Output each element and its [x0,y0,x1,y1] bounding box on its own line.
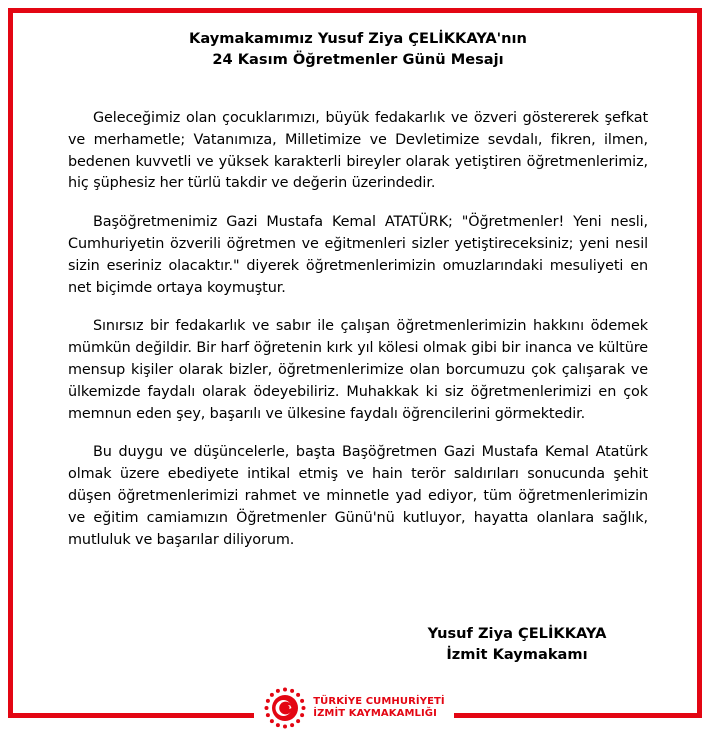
turkish-state-emblem-icon [263,686,307,730]
message-title-line-1: Kaymakamımız Yusuf Ziya ÇELİKKAYA'nın [189,30,527,47]
message-content [68,28,648,568]
message-paragraph-3: Sınırsız bir fedakarlık ve sabır ile çalışan öğretmenlerimizin hakkını ödemek mümkün değildir. Bir harf öğretenin kırk yıl kölesi olmak gibi bir inanca ve kültüre mensup kişiler olarak bizler, öğretmenlerimize olan borcumuzu çok çalışarak ve ülkemizde faydalı olarak ödeyebiliriz. Muhakkak ki siz öğretmenlerimizi en çok memnun eden şey, başarılı ve ülkesine faydalı öğrencilerini görmektedir. [68,318,648,422]
message-title-line-2: 24 Kasım Öğretmenler Günü Mesajı [212,51,504,68]
org-name-line-2: İZMİT KAYMAKAMLIĞI [313,708,437,719]
signature-block [402,623,632,665]
message-body [68,108,648,551]
message-paragraph-4: Bu duygu ve düşüncelerle, başta Başöğretmen Gazi Mustafa Kemal Atatürk olmak üzere ebediyete intikal etmiş ve hain terör saldırıları sonucunda şehit düşen öğretmenlerimizi rahmet ve minnetle yad ediyor, tüm öğretmenlerimizin ve eğitim camiamızın Öğretmenler Günü'nü kutluyor, hayatta olanlara sağlık, mutluluk ve başarılar diliyorum. [68,444,648,548]
message-paragraph-1: Geleceğimiz olan çocuklarımızı, büyük fedakarlık ve özveri göstererek şefkat ve merhametle; Vatanımıza, Milletimize ve Devletimize sevdalı, fikren, ilmen, bedenen kuvvetli ve yüksek karakterli bireyler olarak yetiştiren öğretmenlerimiz, hiç şüphesiz her türlü takdir ve değerin üzerindedir. [68,110,648,192]
institution-logo [254,684,454,732]
org-name-line-1: TÜRKİYE CUMHURİYETİ [313,696,445,707]
message-paragraph-2: Başöğretmenimiz Gazi Mustafa Kemal ATATÜRK; "Öğretmenler! Yeni nesli, Cumhuriyetin özverili öğretmen ve eğitmenleri sizler yetiştireceksiniz; yeni nesil sizin eseriniz olacaktır." diyerek öğretmenlerimizin omuzlarındaki mesuliyeti en net biçimde ortaya koymuştur. [68,214,648,296]
signatory-name: Yusuf Ziya ÇELİKKAYA [427,625,607,642]
institution-name [313,696,445,720]
signatory-role: İzmit Kaymakamı [446,646,588,663]
